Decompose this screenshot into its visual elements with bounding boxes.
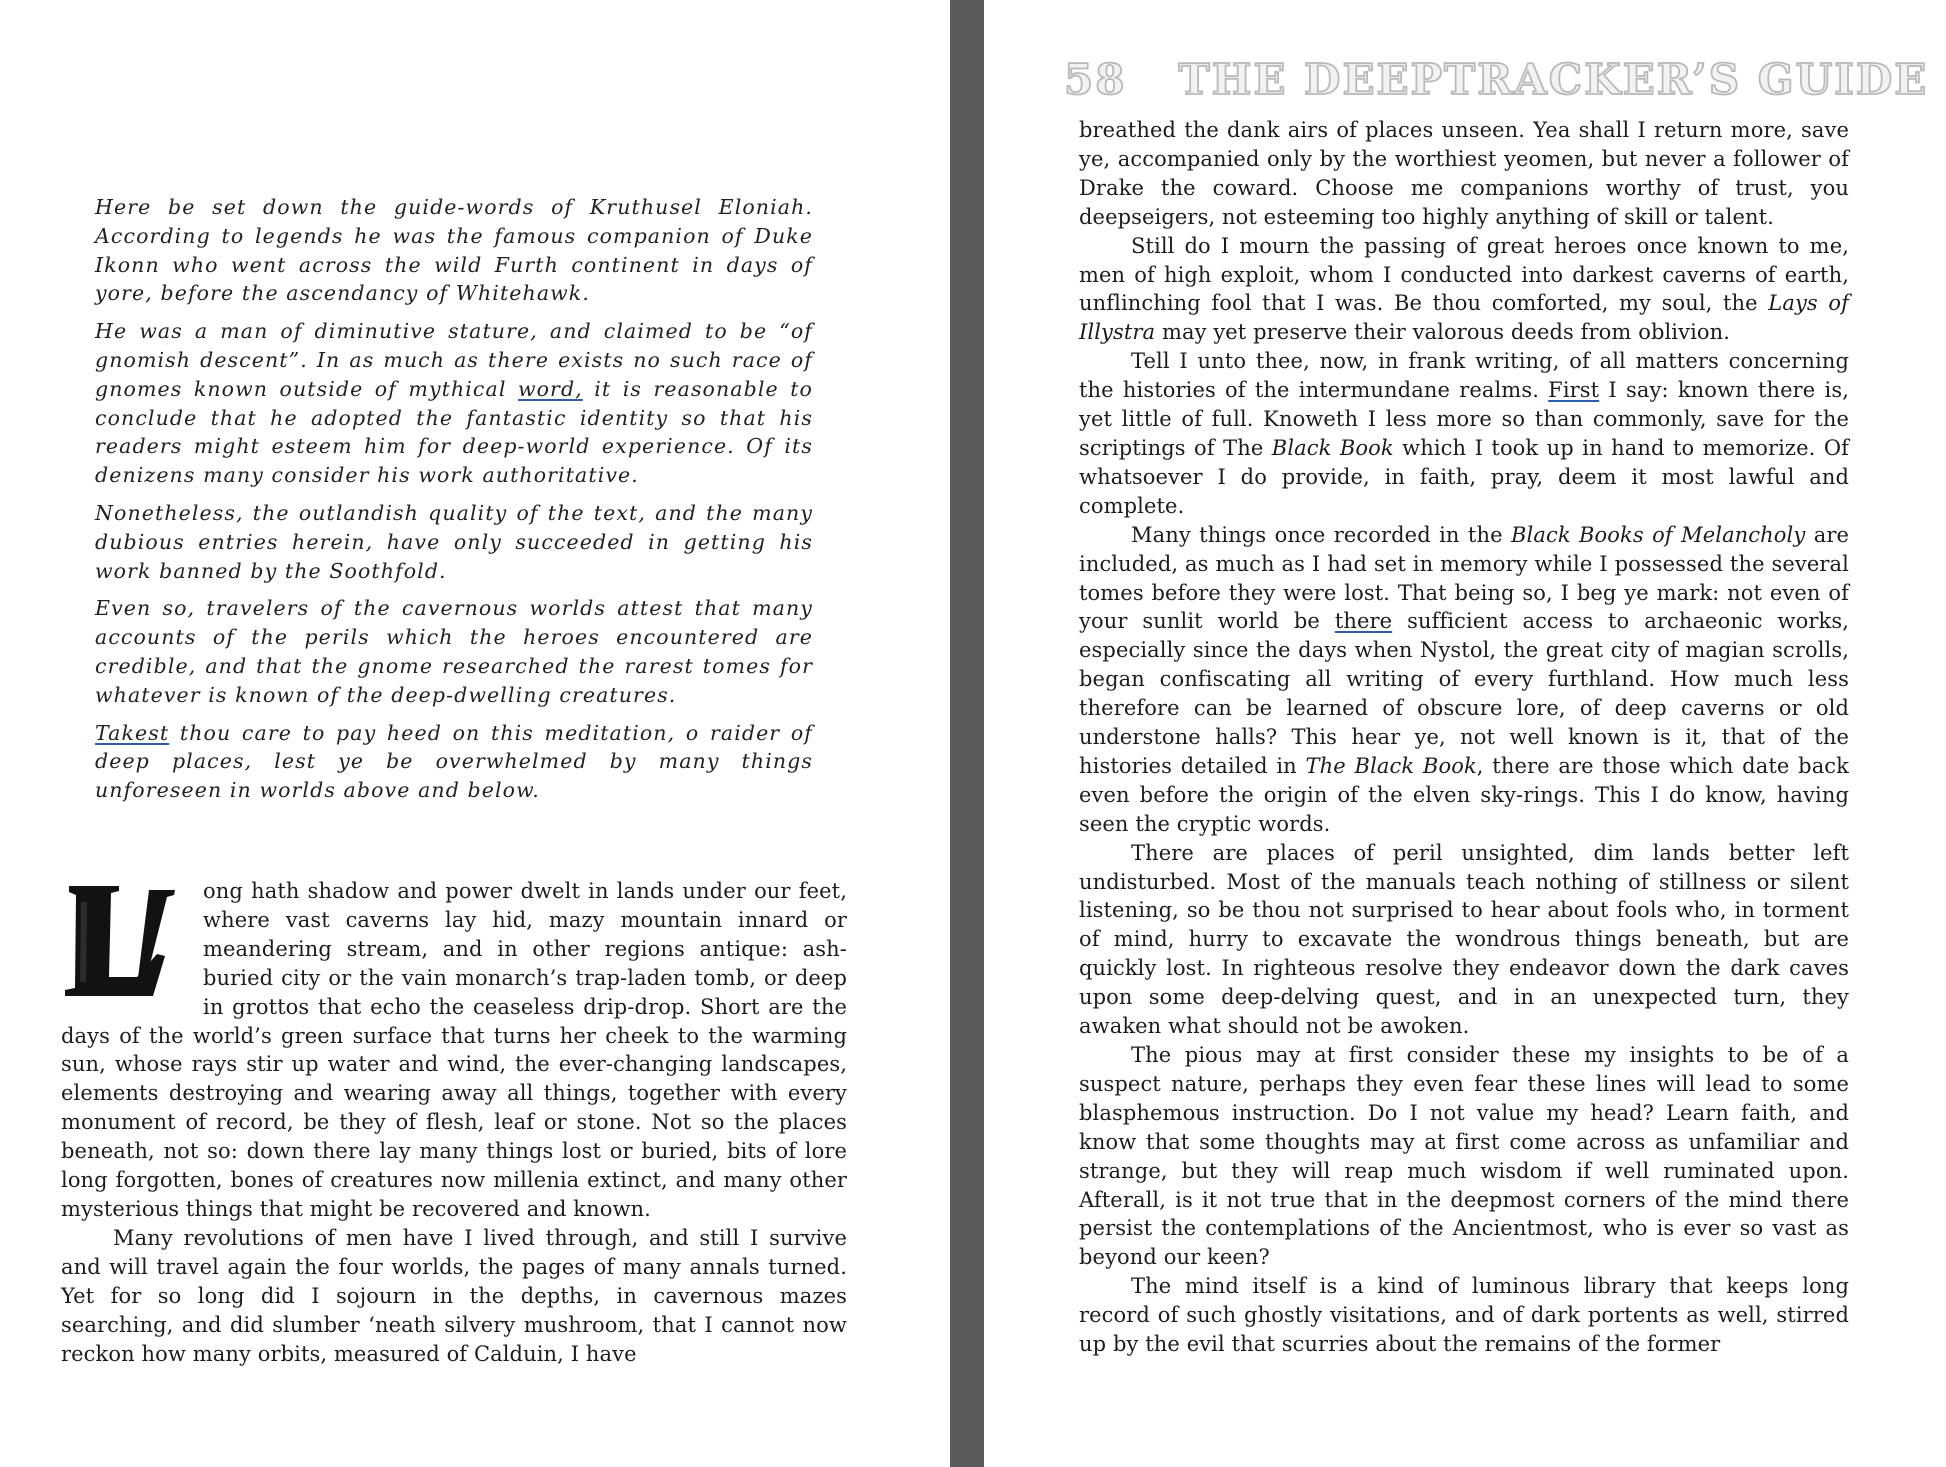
preface-paragraph-4: Even so, travelers of the cavernous worlds attest that many accounts of the perils which the heroes encountered are credible, and that the gnome researched the rarest tomes for whatever is known of the deep-dwelling creatures. [95,596,813,707]
drop-cap-text: L [118,952,120,953]
paragraph-text: Many things once recorded in the [1131,522,1511,547]
spellcheck-flagged-word[interactable]: word, [517,376,583,401]
spellcheck-flagged-word[interactable]: Takest [95,720,170,745]
book-title-italic: Black Books of Melancholy [1511,522,1806,547]
body-paragraph-pious: The pious may at first consider these my insights to be of a suspect nature, perhaps they even fear these lines will lead to some blasphemous instruction. Do I not value my head? Learn faith, and know that some thoughts may at first come across as unfamiliar and strange, but they will reap much wisdom if well ruminated upon. Afterall, is it not true that in the deepmost corners of the mind there persist the contemplations of the Ancientmost, who is ever so vast as beyond our keen? [1079,1043,1849,1270]
running-header [1064,52,1928,108]
body-paragraph-continued: breathed the dank airs of places unseen. Yea shall I return more, save ye, accompanied only by the worthiest yeomen, but never a follower of Drake the coward. Choose me companions worthy of trust, you deepseigers, not esteeming too highly anything of skill or talent. [1079,118,1849,229]
preface-text: thou care to pay heed on this meditation, o raider of deep places, lest ye be overwhelmed by many things unforeseen in worlds above and below. [95,720,813,803]
book-title-italic: The Black Book [1305,753,1477,778]
left-page [0,0,950,1467]
paragraph-text: Tell I unto thee, now, in frank writing, of all matters concerning the histories of the intermundane realms. [1079,349,1849,403]
preface-text: He was a man of diminutive stature, and claimed to be “of gnomish descent”. In as much as there exists no such race of gnomes known outside of mythical [95,319,813,401]
preface-paragraph-1: Here be set down the guide-words of Kruthusel Eloniah. According to legends he was the famous companion of Duke Ikonn who went across the wild Furth continent in days of yore, before the ascendancy of Whitehawk. [95,195,813,306]
drop-cap [61,882,177,1000]
opening-paragraph-text: ong hath shadow and power dwelt in lands under our feet, where vast caverns lay hid, mazy mountain innard or meandering stream, and in other regions antique: ash-buried city or the vain monarch’s trap-laden tomb, or deep in grottos that echo the ceaseless drip-drop. Short are the days of the world’s green surface that turns her cheek to the warming sun, whose rays stir up water and wind, the ever-changing landscapes, elements destroying and wearing away all things, together with every monument of record, be they of flesh, leaf or stone. Not so the places beneath, not so: down there lay many things lost or buried, bits of lore long forgotten, bones of creatures now millenia extinct, and many other mysterious things that might be recovered and known. [61,879,847,1221]
body-paragraph-peril: There are places of peril unsighted, dim lands better left undisturbed. Most of the manuals teach nothing of stillness or silent listening, so be thou not surprised to hear about fools who, in torment of mind, hurry to excavate the wondrous things beneath, but are quickly lost. In righteous resolve they endeavor down the dark caves upon some deep-delving quest, and in an unexpected turn, they awaken what should not be awoken. [1079,840,1849,1039]
running-title: THE DEEPTRACKER’S GUIDE [1178,55,1929,104]
body-paragraph-heroes [1079,232,1849,348]
opening-paragraph [61,877,847,1224]
preface-paragraph-2 [95,317,813,490]
body-paragraph-histories [1079,347,1849,520]
preface-paragraph-5 [95,719,813,805]
body-paragraph-mind: The mind itself is a kind of luminous library that keeps long record of such ghostly visitations, and of dark portents as well, stirred up by the evil that scurries about the remains of the former [1079,1274,1849,1357]
body-paragraph-2: Many revolutions of men have I lived through, and still I survive and will travel again the four worlds, the pages of many annals turned. Yet for so long did I sojourn in the depths, in cavernous mazes searching, and did slumber ‘neath silvery mushroom, that I cannot now reckon how many orbits, measured of Calduin, I have [61,1225,847,1366]
preface-text: it is reasonable to conclude that he adopted the fantastic identity so that his readers might esteem him for deep-world experience. Of its denizens many consider his work authoritative. [95,376,813,488]
paragraph-text: , there are those which date back even before the origin of the elven sky-rings. This I do know, having seen the cryptic words. [1079,753,1849,836]
spellcheck-flagged-word[interactable]: First [1548,378,1600,403]
right-page [984,0,1946,1467]
preface [95,193,813,814]
chapter-body [61,877,847,1368]
paragraph-text: sufficient access to archaeonic works, especially since the days when Nystol, the great city of magian scrolls, began confiscating all writing of every furthland. How much less therefore can be learned of obscure lore, of deep caverns or old understone halls? This hear ye, not well known is it, that of the histories detailed in [1079,609,1849,778]
spellcheck-flagged-word[interactable]: there [1334,609,1393,634]
paragraph-text: may yet preserve their valorous deeds from oblivion. [1155,320,1731,345]
drop-cap-letter [61,882,177,1000]
paragraph-text: are included, as much as I had set in memory while I possessed the several tomes before they were lost. That being so, I beg ye mark: not even of your sunlit world be [1079,522,1849,634]
book-title-italic: Black Book [1271,435,1394,460]
page-gutter [950,0,984,1467]
chapter-body-continued [1079,116,1849,1359]
preface-paragraph-3: Nonetheless, the outlandish quality of the text, and the many dubious entries herein, have only succeeded in getting his work banned by the Soothfold. [95,500,813,583]
book-title-italic: Lays of Illystra [1079,291,1849,345]
body-paragraph-black-books [1079,521,1849,839]
page-number: 58 [1064,55,1127,104]
paragraph-text: I say: known there is, yet little of full. Knoweth I less more so than commonly, save for the scriptings of The [1079,378,1849,460]
paragraph-text: which I took up in hand to memorize. Of whatsoever I do provide, in faith, pray, deem it most lawful and complete. [1079,435,1850,518]
paragraph-text: Still do I mourn the passing of great heroes once known to me, men of high exploit, whom I conducted into darkest caverns of earth, unflinching fool that I was. Be thou comforted, my soul, the [1079,233,1849,316]
